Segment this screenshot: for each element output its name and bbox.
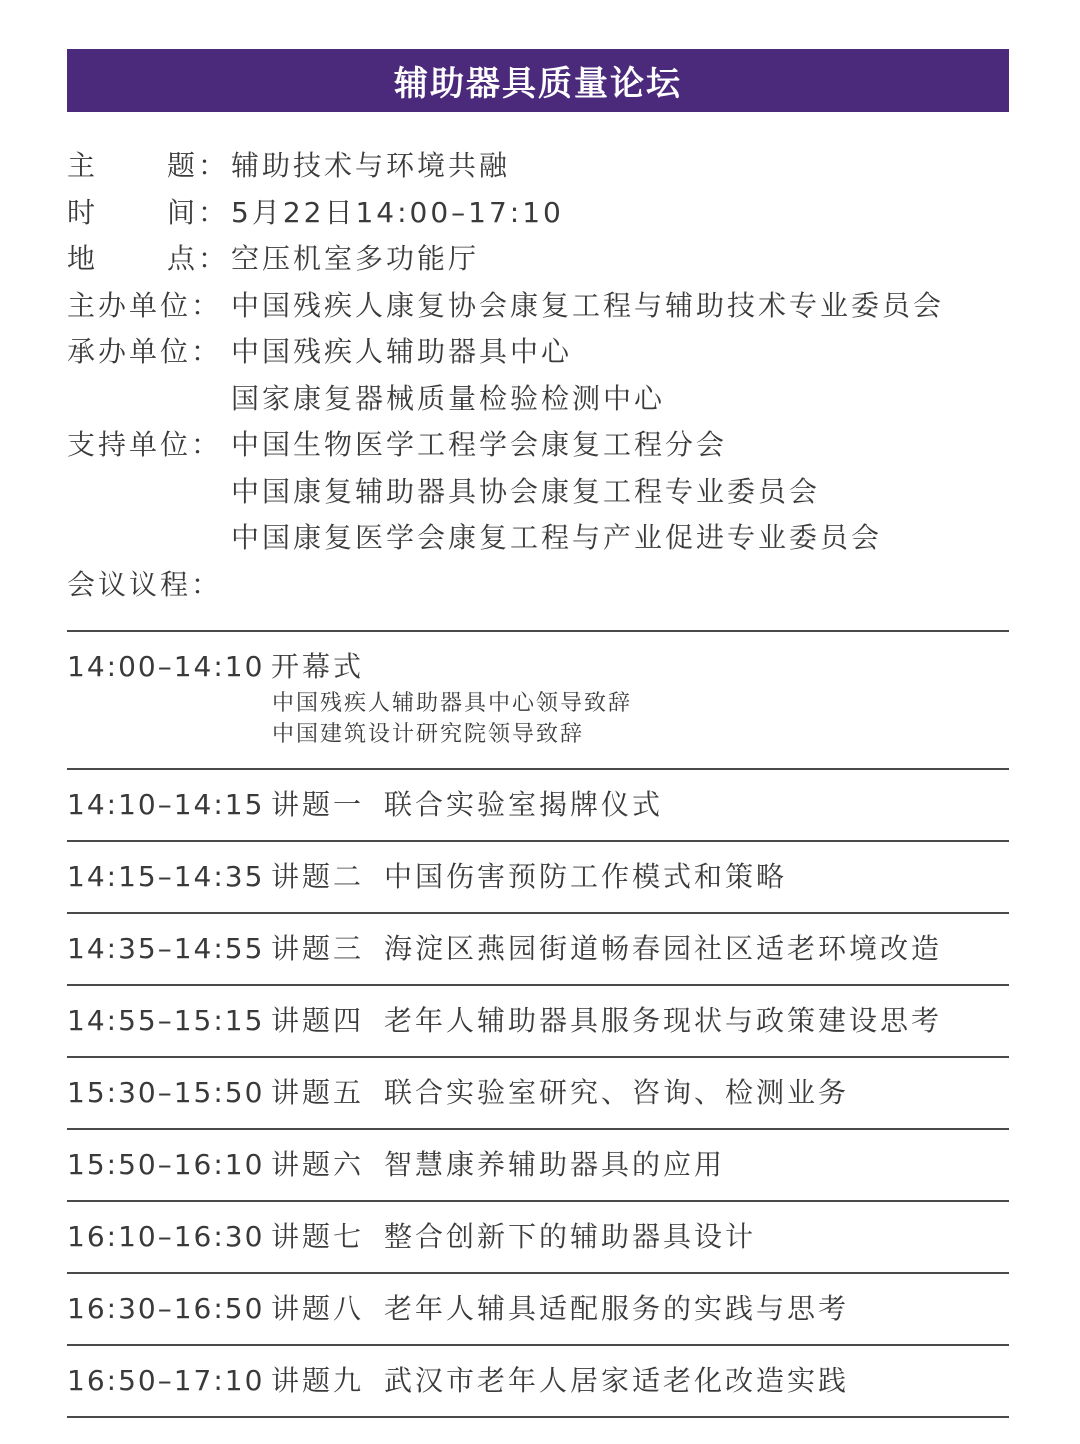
agenda-time: 14:15–14:35 bbox=[67, 860, 265, 893]
agenda-time: 15:50–16:10 bbox=[67, 1148, 265, 1181]
info-label-colon: ： bbox=[198, 149, 230, 182]
agenda-time: 16:10–16:30 bbox=[67, 1220, 265, 1253]
info-label-char: 点 bbox=[166, 242, 198, 275]
agenda-time: 16:30–16:50 bbox=[67, 1292, 265, 1325]
info-label-char: 时 bbox=[67, 195, 99, 229]
agenda-topic-title: 联合实验室揭牌仪式 bbox=[384, 788, 664, 821]
info-row-support bbox=[67, 422, 1007, 562]
info-value-organizer: 国家康复器械质量检验检测中心 bbox=[231, 381, 666, 415]
agenda-item bbox=[67, 1274, 1009, 1344]
agenda-topic-label: 讲题六 bbox=[271, 1148, 365, 1181]
agenda-topic-title: 整合创新下的辅助器具设计 bbox=[384, 1220, 757, 1253]
agenda-topics bbox=[67, 770, 1009, 1418]
agenda-time: 14:10–14:15 bbox=[67, 788, 265, 821]
info-label-time bbox=[67, 190, 231, 237]
info-row-place bbox=[67, 236, 1007, 283]
info-label-char: 主 bbox=[67, 149, 99, 182]
agenda-topic-label: 讲题七 bbox=[271, 1220, 365, 1253]
agenda-topic-label: 讲题八 bbox=[271, 1292, 365, 1325]
agenda-list bbox=[67, 630, 1009, 1418]
agenda-topic-title: 武汉市老年人居家适老化改造实践 bbox=[384, 1364, 850, 1397]
info-value-time: 5月22日14:00–17:10 bbox=[231, 195, 564, 229]
agenda-topic-label: 讲题九 bbox=[271, 1364, 365, 1397]
info-row-agenda bbox=[67, 562, 1007, 609]
info-value-host: 中国残疾人康复协会康复工程与辅助技术专业委员会 bbox=[231, 288, 945, 322]
info-label-theme bbox=[67, 143, 231, 190]
agenda-item bbox=[67, 770, 1009, 840]
info-value-support: 中国康复医学会康复工程与产业促进专业委员会 bbox=[231, 521, 883, 554]
divider bbox=[67, 1416, 1009, 1418]
agenda-time: 14:35–14:55 bbox=[67, 932, 265, 965]
agenda-heading: 会议议程： bbox=[67, 567, 223, 601]
info-label-support: 支持单位： bbox=[67, 428, 223, 461]
info-label-organizer: 承办单位： bbox=[67, 335, 223, 368]
info-row-time bbox=[67, 190, 1007, 237]
agenda-topic-label: 讲题三 bbox=[271, 932, 365, 965]
agenda-item bbox=[67, 1130, 1009, 1200]
info-value-support: 中国生物医学工程学会康复工程分会 bbox=[231, 428, 728, 461]
info-value-support: 中国康复辅助器具协会康复工程专业委员会 bbox=[231, 474, 821, 508]
agenda-topic-label: 讲题四 bbox=[271, 1004, 365, 1037]
agenda-time: 14:00–14:10 bbox=[67, 650, 265, 683]
agenda-topic-label: 讲题一 bbox=[271, 788, 365, 821]
info-row-theme bbox=[67, 143, 1007, 190]
agenda-topic-title: 联合实验室研究、咨询、检测业务 bbox=[384, 1076, 850, 1109]
forum-title-banner bbox=[67, 49, 1009, 112]
agenda-topic-title: 老年人辅具适配服务的实践与思考 bbox=[384, 1292, 850, 1325]
agenda-topic-title: 老年人辅助器具服务现状与政策建设思考 bbox=[384, 1004, 943, 1037]
agenda-time: 15:30–15:50 bbox=[67, 1076, 265, 1109]
agenda-topic-title: 海淀区燕园街道畅春园社区适老环境改造 bbox=[384, 932, 943, 965]
agenda-time: 14:55–15:15 bbox=[67, 1004, 265, 1037]
agenda-topic-title: 智慧康养辅助器具的应用 bbox=[384, 1148, 726, 1181]
agenda-item bbox=[67, 1202, 1009, 1272]
info-label-host: 主办单位： bbox=[67, 288, 223, 322]
info-label-place bbox=[67, 236, 231, 283]
forum-info bbox=[67, 143, 1007, 608]
info-label-char: 题 bbox=[166, 149, 198, 182]
info-label-char: 间 bbox=[166, 195, 198, 229]
info-label-char: 地 bbox=[67, 242, 99, 275]
agenda-topic-label: 讲题五 bbox=[271, 1076, 365, 1109]
info-label-colon: ： bbox=[198, 195, 230, 229]
agenda-item bbox=[67, 914, 1009, 984]
info-value-theme: 辅助技术与环境共融 bbox=[231, 149, 511, 182]
info-value-place: 空压机室多功能厅 bbox=[231, 242, 480, 275]
agenda-title: 开幕式 bbox=[271, 650, 365, 683]
agenda-time: 16:50–17:10 bbox=[67, 1364, 265, 1397]
agenda-item bbox=[67, 842, 1009, 912]
agenda-topic-label: 讲题二 bbox=[271, 860, 365, 893]
page-title: 辅助器具质量论坛 bbox=[394, 64, 682, 104]
agenda-item bbox=[67, 1058, 1009, 1128]
agenda-item bbox=[67, 1346, 1009, 1416]
agenda-item bbox=[67, 986, 1009, 1056]
agenda-topic-title: 中国伤害预防工作模式和策略 bbox=[384, 860, 788, 893]
info-value-organizer: 中国残疾人辅助器具中心 bbox=[231, 335, 573, 368]
info-row-organizer bbox=[67, 329, 1007, 422]
agenda-subitem: 中国建筑设计研究院领导致辞 bbox=[272, 722, 585, 747]
agenda-subitem: 中国残疾人辅助器具中心领导致辞 bbox=[272, 691, 633, 716]
info-row-host bbox=[67, 283, 1007, 330]
info-label-colon: ： bbox=[198, 242, 230, 275]
agenda-item-opening bbox=[67, 632, 1009, 768]
